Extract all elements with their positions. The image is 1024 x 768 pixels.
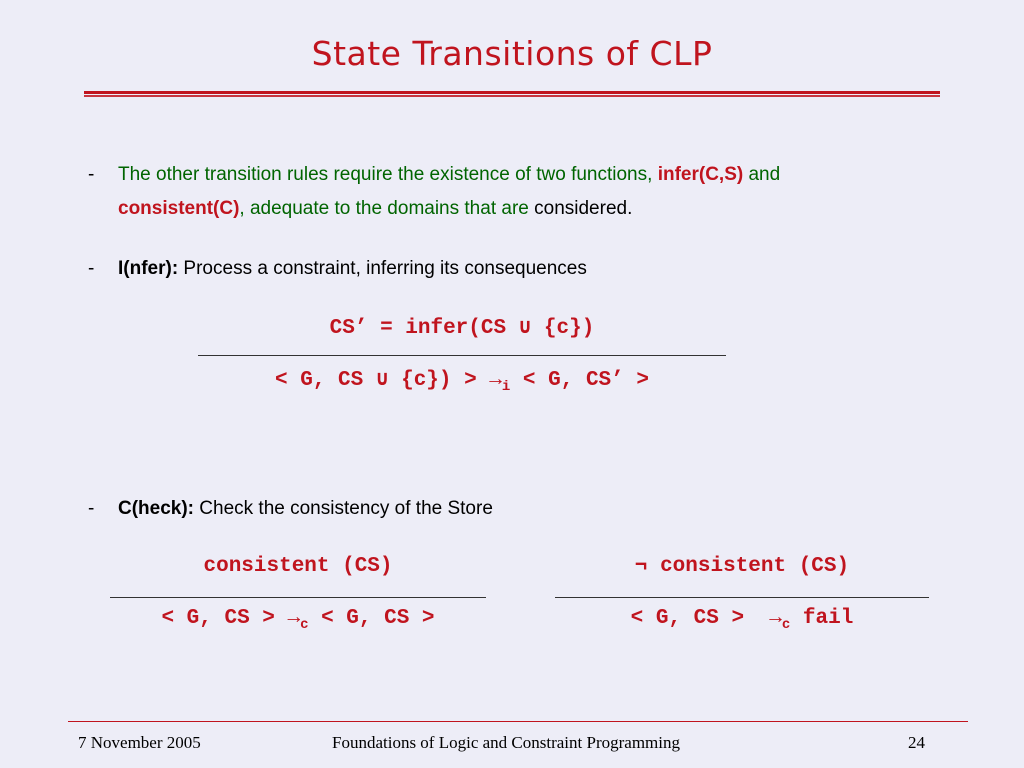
footer-date: 7 November 2005 [78,733,201,752]
check-fail-conclusion [555,607,929,633]
footer-divider [68,721,968,722]
page-number: 24 [908,733,925,752]
rule-text: fail [790,607,854,630]
rule-text: < G, CS’ > [510,369,649,392]
bullet-check [88,492,938,526]
infer-rule-line [198,355,726,356]
bullet-functions [88,158,938,226]
infer-description: Process a constraint, inferring its consequences [178,258,587,279]
infer-rule-conclusion [198,366,726,395]
bullet-check-text [118,492,938,526]
check-fail-premise: ¬ consistent (CS) [634,555,850,578]
rule-text: < G, CS > → [161,607,301,630]
bullet-infer [88,252,938,286]
check-ok-conclusion [110,607,486,633]
transition-subscript: c [781,617,791,633]
transition-subscript: c [300,617,309,633]
rule-text: < G, CS > [308,607,435,630]
transition-subscript: i [501,379,511,395]
check-ok-line [110,597,486,598]
bullet-functions-text [118,158,938,226]
check-label: C(heck): [118,498,195,519]
bullet-dash: - [88,498,95,519]
rule-text: < G, CS > → [630,607,782,630]
infer-rule-premise: CS’ = infer(CS ∪ {c}) [329,317,595,340]
bullet-text-part: and [743,164,781,185]
bullet-text-part: , adequate to the domains that are [239,198,535,219]
check-ok-premise: consistent (CS) [203,555,393,578]
bullet-infer-text [118,252,938,286]
slide-title: State Transitions of CLP [311,34,713,73]
title-underline-secondary [84,95,940,97]
footer-course-title: Foundations of Logic and Constraint Programming [332,733,680,752]
check-fail-line [555,597,929,598]
infer-label: I(nfer): [118,258,179,279]
title-underline [84,91,940,94]
bullet-dash: - [88,164,95,185]
bullet-dash: - [88,258,95,279]
bullet-text-part: considered. [534,198,633,219]
bullet-text-part: The other transition rules require the existence of two functions, [118,164,658,185]
infer-function-name: infer(C,S) [657,164,744,185]
check-description: Check the consistency of the Store [194,498,493,519]
rule-text: < G, CS ∪ {c}) > → [275,369,502,392]
consistent-function-name: consistent(C) [118,198,240,219]
